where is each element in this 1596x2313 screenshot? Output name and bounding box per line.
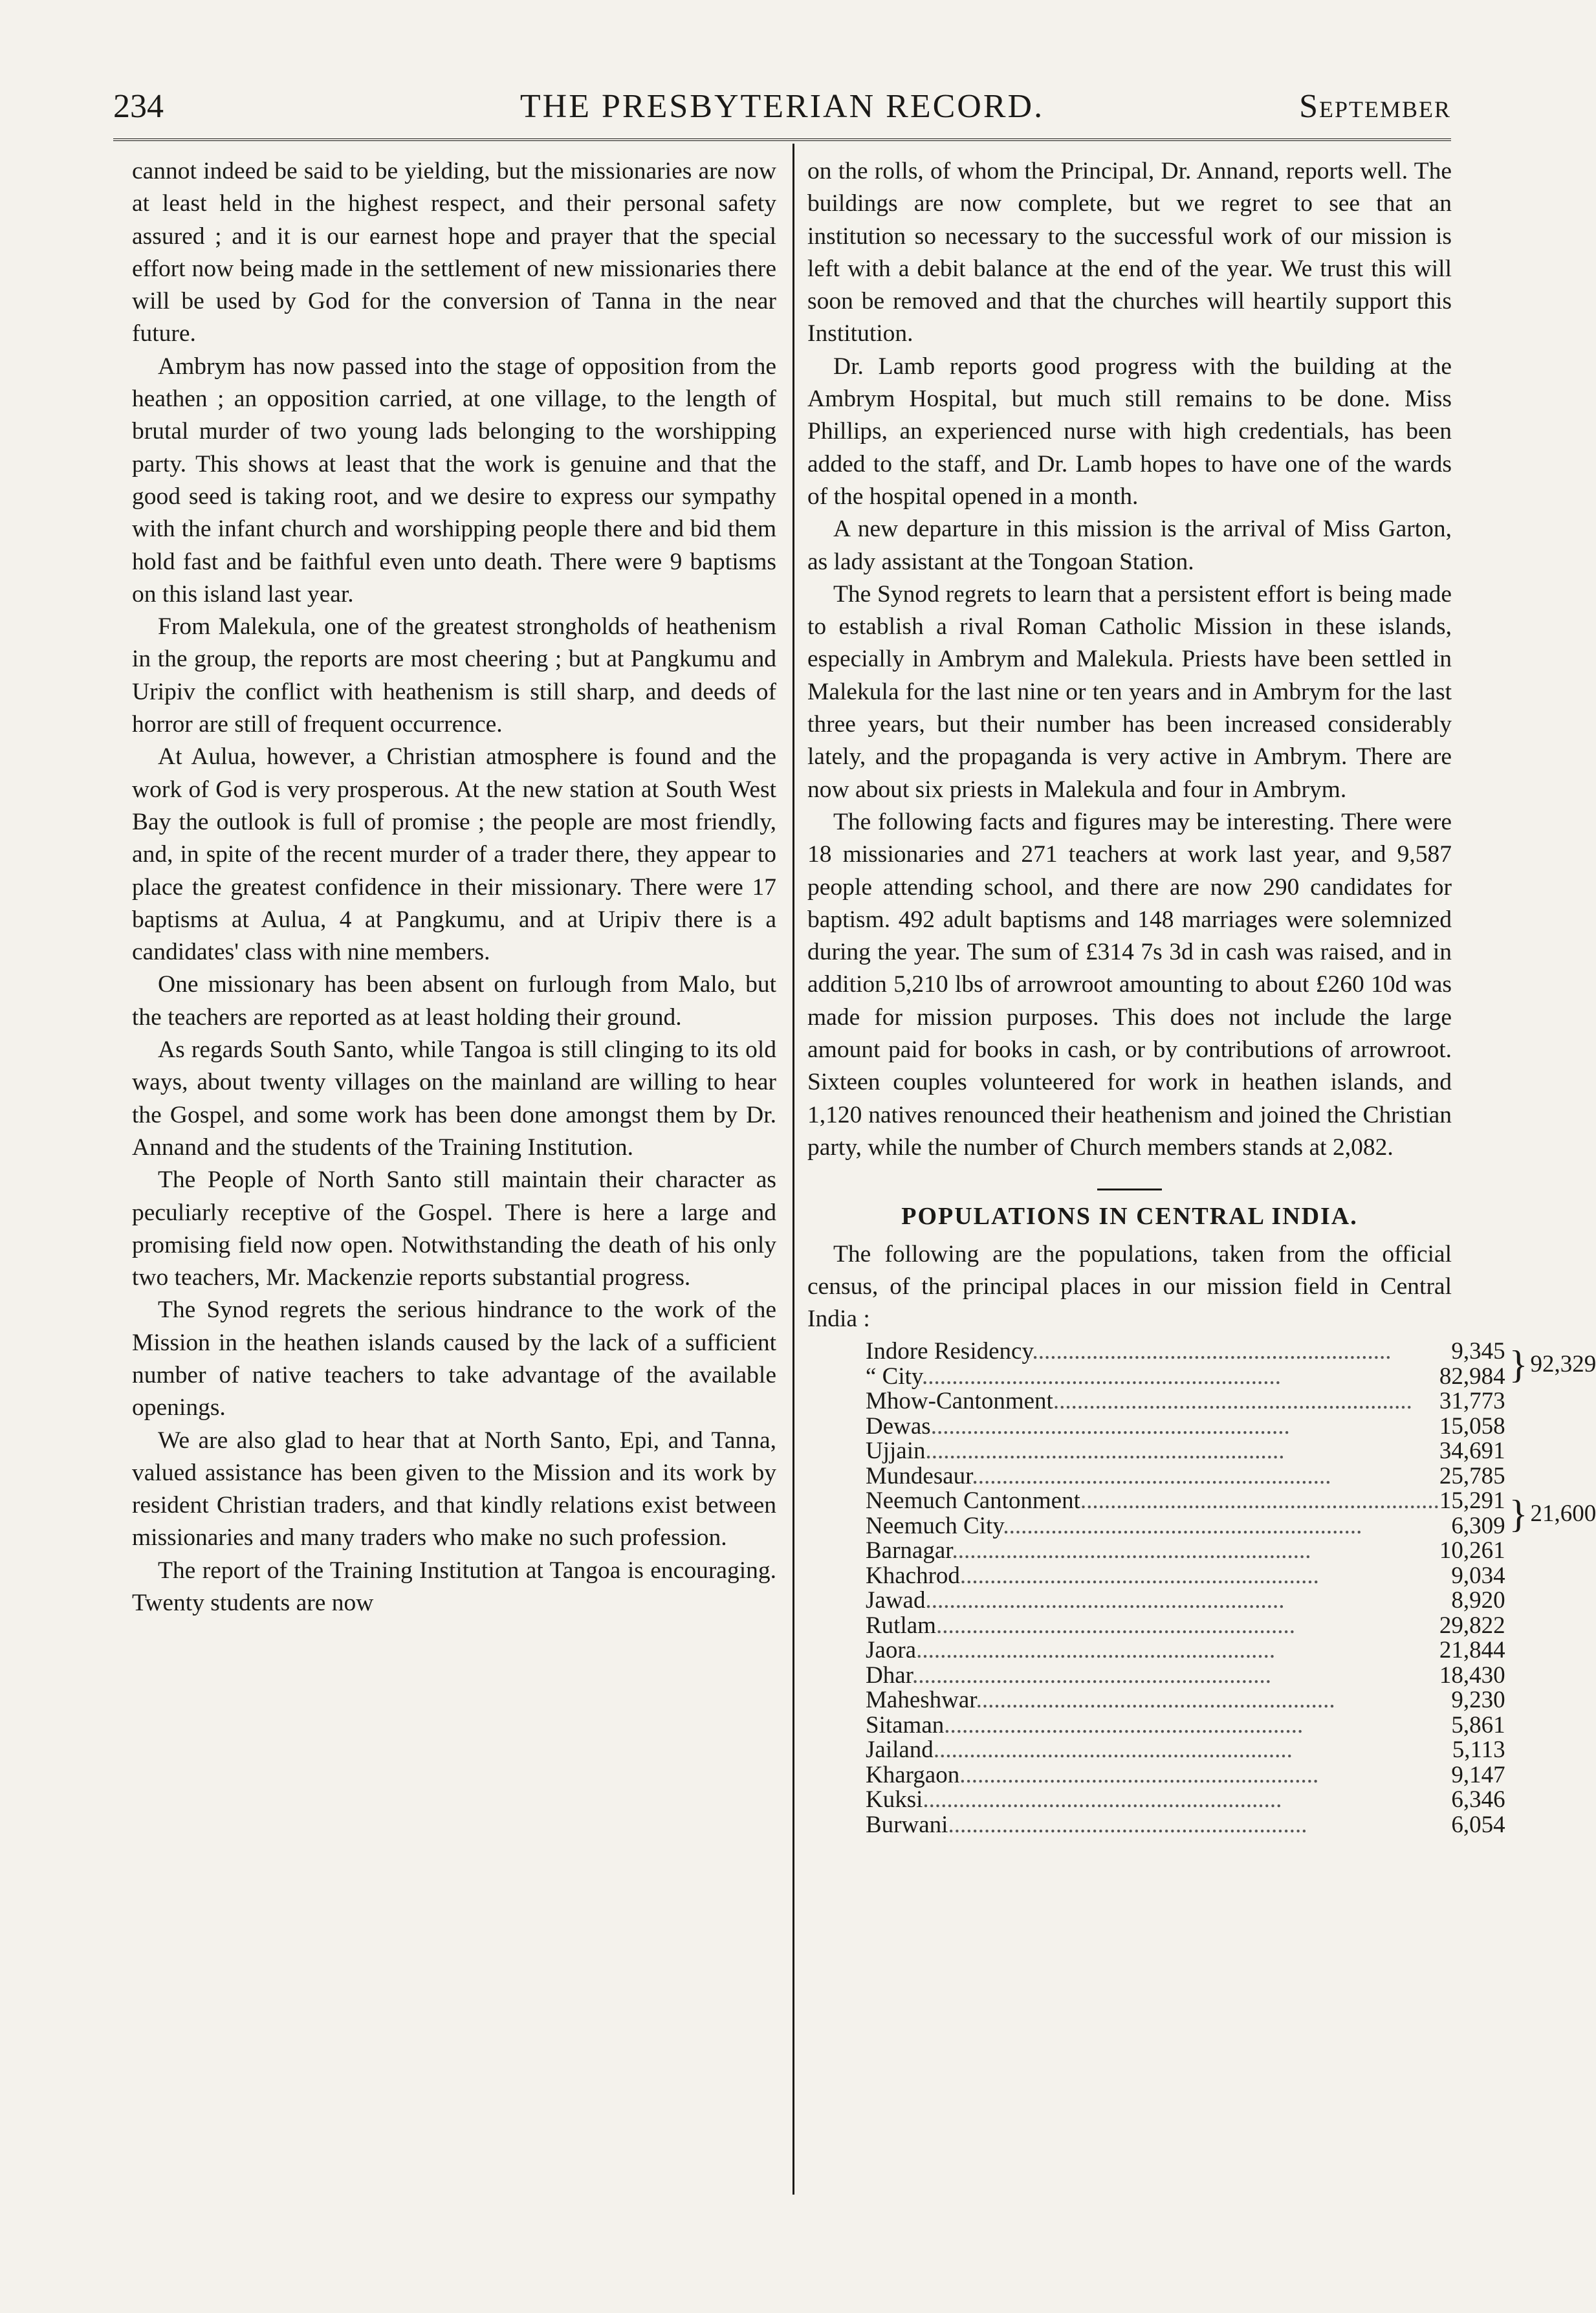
- place-name-text: Jaora: [866, 1637, 917, 1664]
- leader-dots: ............................................................: [1080, 1487, 1439, 1515]
- paragraph: Dr. Lamb reports good progress with the building at the Ambrym Hospital, but much still remains to be done. Miss Phillips, an experienced nurse with high credentials, has been added to the staff, and Dr. Lamb hopes to have one of the wards of the hospital opened in a month.: [807, 353, 1452, 510]
- place-name: [866, 1489, 1439, 1514]
- place-name-text: Kuksi: [866, 1786, 923, 1814]
- publication-title: THE PRESBYTERIAN RECORD.: [519, 88, 1045, 125]
- place-name: [866, 1638, 1439, 1663]
- leader-dots: ............................................................: [912, 1661, 1271, 1689]
- place-name-text: Neemuch Cantonment: [866, 1487, 1080, 1515]
- table-row: [866, 1489, 1596, 1514]
- table-row: [866, 1539, 1596, 1564]
- place-name-text: Mundesaur: [866, 1462, 972, 1489]
- place-name: [866, 1339, 1439, 1365]
- place-name: [866, 1663, 1439, 1689]
- place-name-text: Dewas: [866, 1412, 931, 1440]
- place-name-text: Khargaon: [866, 1761, 960, 1788]
- population-value: 15,291: [1439, 1487, 1505, 1515]
- leader-dots: ............................................................: [922, 1363, 1282, 1390]
- paragraph: From Malekula, one of the greatest strongholds of heathenism in the group, the reports are most cheering ; but at Pangkumu and Uripiv the conflict with heathenism is still sharp, and deeds of horror are still of frequent occurrence.: [132, 613, 776, 738]
- page-number: 234: [113, 88, 164, 125]
- population-value: 82,984: [1439, 1363, 1505, 1390]
- place-name: [866, 1788, 1439, 1813]
- table-row: [866, 1514, 1596, 1539]
- group-total: 92,329: [1530, 1350, 1596, 1377]
- place-name-text: Mhow-Cantonment: [866, 1388, 1053, 1415]
- population-value: 5,861: [1451, 1711, 1505, 1738]
- paragraph: One missionary has been absent on furlough from Malo, but the teachers are reported as at least holding their ground.: [132, 971, 776, 1031]
- place-name: [866, 1439, 1439, 1464]
- table-row: [866, 1439, 1596, 1464]
- place-name: [866, 1813, 1439, 1838]
- place-name: [866, 1713, 1439, 1738]
- table-row: [866, 1813, 1596, 1838]
- place-name: [866, 1414, 1439, 1440]
- population-value: 10,261: [1439, 1537, 1505, 1564]
- table-row: [866, 1414, 1596, 1440]
- table-row: [866, 1365, 1596, 1390]
- leader-dots: ............................................................: [1053, 1388, 1412, 1415]
- page-header: [113, 83, 1451, 141]
- table-row: [866, 1564, 1596, 1589]
- place-name-text: Khachrod: [866, 1562, 960, 1589]
- leader-dots: ............................................................: [925, 1587, 1285, 1614]
- paragraph: Ambrym has now passed into the stage of opposition from the heathen ; an opposition carried, at one village, to the length of brutal murder of two young lads belonging to the worshipping party. This shows at least that the work is genuine and that the good seed is taking root, and we desire to express our sympathy with the infant church and worshipping people there and bid them hold fast and be faithful even unto death. There were 9 baptisms on this island last year.: [132, 353, 776, 608]
- place-name: [866, 1365, 1439, 1390]
- population-value: 6,054: [1451, 1811, 1505, 1838]
- table-row: [866, 1614, 1596, 1639]
- group-brace: }: [1509, 1492, 1528, 1535]
- place-name-text: Sitaman: [866, 1711, 945, 1738]
- table-row: [866, 1464, 1596, 1489]
- table-row: [866, 1638, 1596, 1663]
- table-row: [866, 1339, 1596, 1365]
- leader-dots: ............................................................: [930, 1412, 1290, 1440]
- population-value: 6,309: [1451, 1512, 1505, 1539]
- column-divider: [793, 144, 794, 2195]
- population-value: 18,430: [1439, 1661, 1505, 1689]
- place-name: [866, 1738, 1439, 1763]
- population-value: 29,822: [1439, 1612, 1505, 1639]
- paragraph: At Aulua, however, a Christian atmosphere is found and the work of God is very prosperous. At the new station at South West Bay the outlook is full of promise ; the people are most friendly, and, in spite of the recent murder of a trader there, they appear to place the greatest confidence in their missionary. There were 17 baptisms at Aulua, 4 at Pangkumu, and at Uripiv there is a candidates' class with nine members.: [132, 743, 776, 966]
- population-value: 6,346: [1451, 1786, 1505, 1814]
- place-name: [866, 1464, 1439, 1489]
- place-name-text: Jailand: [866, 1737, 934, 1764]
- table-row: [866, 1713, 1596, 1738]
- place-name: [866, 1514, 1439, 1539]
- population-value: 25,785: [1439, 1462, 1505, 1489]
- paragraph: The report of the Training Institution at Tangoa is encouraging. Twenty students are now: [132, 1557, 776, 1617]
- leader-dots: ............................................................: [1032, 1338, 1392, 1365]
- table-row: [866, 1588, 1596, 1614]
- place-name-text: Maheshwar: [866, 1687, 976, 1714]
- right-column: [807, 155, 1596, 2187]
- leader-dots: ............................................................: [923, 1786, 1282, 1814]
- place-name-text: Barnagar: [866, 1537, 952, 1564]
- leader-dots: ............................................................: [976, 1687, 1335, 1714]
- place-name: [866, 1564, 1439, 1589]
- place-name: [866, 1688, 1439, 1713]
- section-intro: The following are the populations, taken from the official census, of the principal places in our mission field in Central India :: [807, 1240, 1452, 1333]
- population-value: 21,844: [1439, 1637, 1505, 1664]
- place-name: [866, 1539, 1439, 1564]
- table-row: [866, 1688, 1596, 1713]
- leader-dots: ............................................................: [1003, 1512, 1362, 1539]
- place-name: [866, 1588, 1439, 1614]
- population-value: 15,058: [1439, 1412, 1505, 1440]
- place-name: [866, 1389, 1439, 1414]
- place-name-text: Indore Residency: [866, 1338, 1033, 1365]
- place-name-text: Ujjain: [866, 1438, 926, 1465]
- group-total: 21,600: [1530, 1500, 1596, 1527]
- issue-month: September: [1299, 88, 1451, 125]
- table-row: [866, 1389, 1596, 1414]
- paragraph: The following facts and figures may be interesting. There were 18 missionaries and 271 teachers at work last year, and 9,587 people attending school, and there are now 290 candidates for baptism. 492 adult baptisms and 148 marriages were solemnized during the year. The sum of £314 7s 3d in cash was raised, and in addition 5,210 lbs of arrowroot amounting to about £260 10d was made for mission purposes. This does not include the large amount paid for books in cash, or by contributions of arrowroot. Sixteen couples volunteered for work in heathen islands, and 1,120 natives renounced their heathenism and joined the Christian party, while the number of Church members stands at 2,082.: [807, 808, 1452, 1161]
- population-value: 5,113: [1452, 1737, 1505, 1764]
- paragraph: on the rolls, of whom the Principal, Dr. Annand, reports well. The buildings are now complete, but we regret to see that an institution so necessary to the successful work of our mission is left with a debit balance at the end of the year. We trust this will soon be removed and that the churches will heartily support this Institution.: [807, 158, 1452, 347]
- place-name-text: Dhar: [866, 1661, 912, 1689]
- place-name-text: Burwani: [866, 1811, 948, 1838]
- leader-dots: ............................................................: [944, 1711, 1304, 1738]
- table-row: [866, 1788, 1596, 1813]
- table-row: [866, 1763, 1596, 1788]
- population-value: 8,920: [1451, 1587, 1505, 1614]
- leader-dots: ............................................................: [952, 1537, 1311, 1564]
- population-value: 34,691: [1439, 1438, 1505, 1465]
- population-value: 9,230: [1451, 1687, 1505, 1714]
- population-value: 31,773: [1439, 1388, 1505, 1415]
- section-title: POPULATIONS IN CENTRAL INDIA.: [807, 1200, 1452, 1233]
- paragraph: A new departure in this mission is the arrival of Miss Garton, as lady assistant at the Tongoan Station.: [807, 516, 1452, 575]
- leader-dots: ............................................................: [935, 1612, 1295, 1639]
- population-value: 9,345: [1451, 1338, 1505, 1365]
- paragraph: The Synod regrets to learn that a persistent effort is being made to establish a rival Roman Catholic Mission in these islands, especially in Ambrym and Malekula. Priests have been settled in Malekula for the last nine or ten years and in Ambrym for the last three years, but their number has been increased considerably lately, and the propaganda is very active in Ambrym. There are now about six priests in Malekula and four in Ambrym.: [807, 580, 1452, 803]
- leader-dots: ............................................................: [959, 1562, 1319, 1589]
- paragraph: The Synod regrets the serious hindrance to the work of the Mission in the heathen islands caused by the lack of a sufficient number of native teachers to take advantage of the available openings.: [132, 1297, 776, 1421]
- leader-dots: ............................................................: [916, 1637, 1276, 1664]
- left-column: [132, 155, 776, 2187]
- population-value: 9,147: [1451, 1761, 1505, 1788]
- leader-dots: ............................................................: [925, 1438, 1285, 1465]
- leader-dots: ............................................................: [948, 1811, 1307, 1838]
- paragraph: The People of North Santo still maintain their character as peculiarly receptive of the Gospel. There is here a large and promising field now open. Notwithstanding the death of his only two teachers, Mr. Mackenzie reports substantial progress.: [132, 1167, 776, 1291]
- place-name-text: Rutlam: [866, 1612, 936, 1639]
- paragraph: We are also glad to hear that at North Santo, Epi, and Tanna, valued assistance has been given to the Mission and its work by resident Christian traders, and that kindly relations exist between missionaries and many traders who make no such profession.: [132, 1427, 776, 1551]
- place-name: [866, 1763, 1439, 1788]
- table-row: [866, 1738, 1596, 1763]
- place-name: [866, 1614, 1439, 1639]
- population-value: 9,034: [1451, 1562, 1505, 1589]
- group-brace: }: [1509, 1343, 1528, 1386]
- population-table: [866, 1339, 1596, 1837]
- place-name-text: “ City: [866, 1363, 923, 1390]
- place-name-text: Neemuch City: [866, 1512, 1003, 1539]
- place-name-text: Jawad: [866, 1587, 926, 1614]
- paragraph: As regards South Santo, while Tangoa is still clinging to its old ways, about twenty villages on the mainland are willing to hear the Gospel, and some work has been done amongst them by Dr. Annand and the students of the Training Institution.: [132, 1036, 776, 1161]
- table-row: [866, 1663, 1596, 1689]
- leader-dots: ............................................................: [959, 1761, 1319, 1788]
- leader-dots: ............................................................: [972, 1462, 1331, 1489]
- leader-dots: ............................................................: [933, 1737, 1293, 1764]
- paragraph: cannot indeed be said to be yielding, but the missionaries are now at least held in the highest respect, and their personal safety assured ; and it is our earnest hope and prayer that the special effort now being made in the settlement of new missionaries there will be used by God for the conversion of Tanna in the near future.: [132, 158, 776, 347]
